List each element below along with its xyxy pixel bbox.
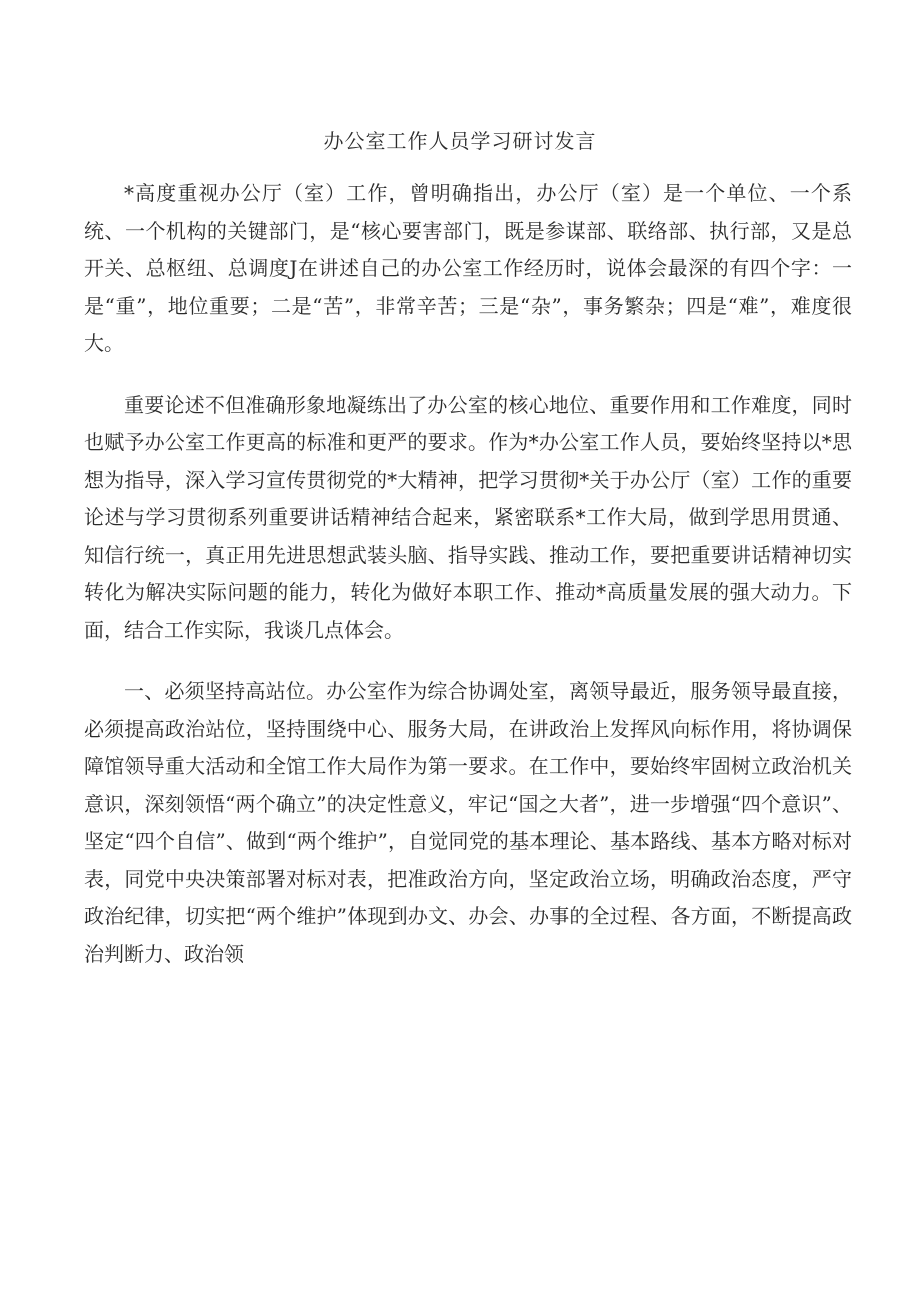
paragraph-point-one: 一、必须坚持高站位。办公室作为综合协调处室，离领导最近，服务领导最直接，必须提高政治站位，坚持围绕中心、服务大局，在讲政治上发挥风向标作用，将协调保障馆领导重大活动和全馆工作大局作为第一要求。在工作中，要始终牢固树立政治机关意识，深刻领悟“两个确立”的决定性意义，牢记“国之大者”，进一步增强“四个意识”、坚定“四个自信”、做到“两个维护”，自觉同党的基本理论、基本路线、基本方略对标对表，同党中央决策部署对标对表，把准政治方向，坚定政治立场，明确政治态度，严守政治纪律，切实把“两个维护”体现到办文、办会、办事的全过程、各方面，不断提高政治判断力、政治领 (84, 679, 852, 966)
document-body (84, 175, 852, 997)
paragraph-intro: *高度重视办公厅（室）工作，曾明确指出，办公厅（室）是一个单位、一个系统、一个机构的关键部门，是“核心要害部门，既是参谋部、联络部、执行部，又是总开关、总枢纽、总调度J在讲述自己的办公室工作经历时，说体会最深的有四个字：一是“重”，地位重要；二是“苦”，非常辛苦；三是“杂”，事务繁杂；四是“难”，难度很大。 (84, 181, 852, 355)
document-title: 办公室工作人员学习研讨发言 (323, 129, 597, 153)
paragraph-requirements: 重要论述不但准确形象地凝练出了办公室的核心地位、重要作用和工作难度，同时也赋予办公室工作更高的标准和更严的要求。作为*办公室工作人员，要始终坚持以*思想为指导，深入学习宣传贯彻党的*大精神，把学习贯彻*关于办公厅（室）工作的重要论述与学习贯彻系列重要讲话精神结合起来，紧密联系*工作大局，做到学思用贯通、知信行统一，真正用先进思想武装头脑、指导实践、推动工作，要把重要讲话精神切实转化为解决实际问题的能力，转化为做好本职工作、推动*高质量发展的强大动力。下面，结合工作实际，我谈几点体会。 (84, 392, 852, 642)
